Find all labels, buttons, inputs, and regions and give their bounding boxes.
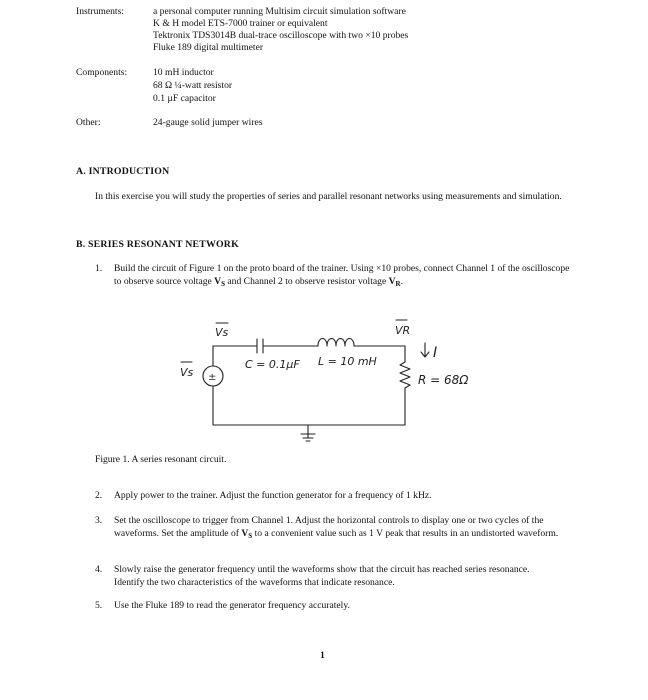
label-vr: VR <box>395 324 411 337</box>
step-1-text: Build the circuit of Figure 1 on the proto board of the trainer. Using ×10 probes, connect Channel 1 of the oscilloscope to observe source voltage $V_S$ and Channel 2 to observe resistor voltage $V_R$. <box>114 263 570 288</box>
instrument-item: Fluke 189 digital multimeter <box>153 42 264 53</box>
step-5-text: Use the Fluke 189 to read the generator frequency accurately. <box>114 600 350 611</box>
component-item: 0.1 µF capacitor <box>153 93 216 104</box>
resistor-zigzag <box>400 362 410 388</box>
instrument-item: Tektronix TDS3014B dual-trace oscilloscope with two ×10 probes <box>153 30 409 41</box>
label-resistor: R = 68Ω <box>418 373 469 387</box>
page-number: 1 <box>320 650 325 661</box>
component-item: 68 Ω ¼-watt resistor <box>153 80 233 91</box>
component-item: 10 mH inductor <box>153 67 214 78</box>
section-a-text: In this exercise you will study the properties of series and parallel resonant networks using measurements and simulation. <box>95 191 562 202</box>
label-vs-left: Vs <box>180 366 194 379</box>
components-label: Components: <box>76 67 128 78</box>
step-number: 2. <box>95 490 103 501</box>
label-vs-top: Vs <box>215 326 229 339</box>
step-number: 5. <box>95 600 103 611</box>
step-4-text: Slowly raise the generator frequency until the waveforms show that the circuit has reached series resonance. Identify the two characteristics of the waveforms that indicate resonance. <box>114 564 530 588</box>
section-a-heading: A. INTRODUCTION <box>76 166 170 177</box>
instrument-item: a personal computer running Multisim circuit simulation software <box>153 6 406 17</box>
instruments-label: Instruments: <box>76 6 124 17</box>
step-2-text: Apply power to the trainer. Adjust the function generator for a frequency of 1 kHz. <box>114 490 432 501</box>
inductor-coil <box>318 339 354 347</box>
other-item: 24-gauge solid jumper wires <box>153 117 263 128</box>
other-label: Other: <box>76 117 101 128</box>
step-number: 4. <box>95 564 103 575</box>
label-inductor: L = 10 mH <box>318 355 377 368</box>
current-arrow-icon <box>421 343 429 357</box>
instrument-item: K & H model ETS-7000 trainer or equivalent <box>153 18 328 29</box>
figure-caption: Figure 1. A series resonant circuit. <box>95 454 227 465</box>
section-b-heading: B. SERIES RESONANT NETWORK <box>76 239 239 250</box>
step-number: 1. <box>95 263 103 274</box>
label-capacitor: C = 0.1µF <box>245 358 300 371</box>
label-current: I <box>433 345 438 361</box>
source-polarity: ± <box>208 372 217 383</box>
step-3-text: Set the oscilloscope to trigger from Channel 1. Adjust the horizontal controls to display one or two cycles of the waveforms. Set the amplitude of $V_S$ to a convenient value such as 1 V peak that results in an undistorted waveform. <box>114 515 559 540</box>
step-number: 3. <box>95 515 103 526</box>
